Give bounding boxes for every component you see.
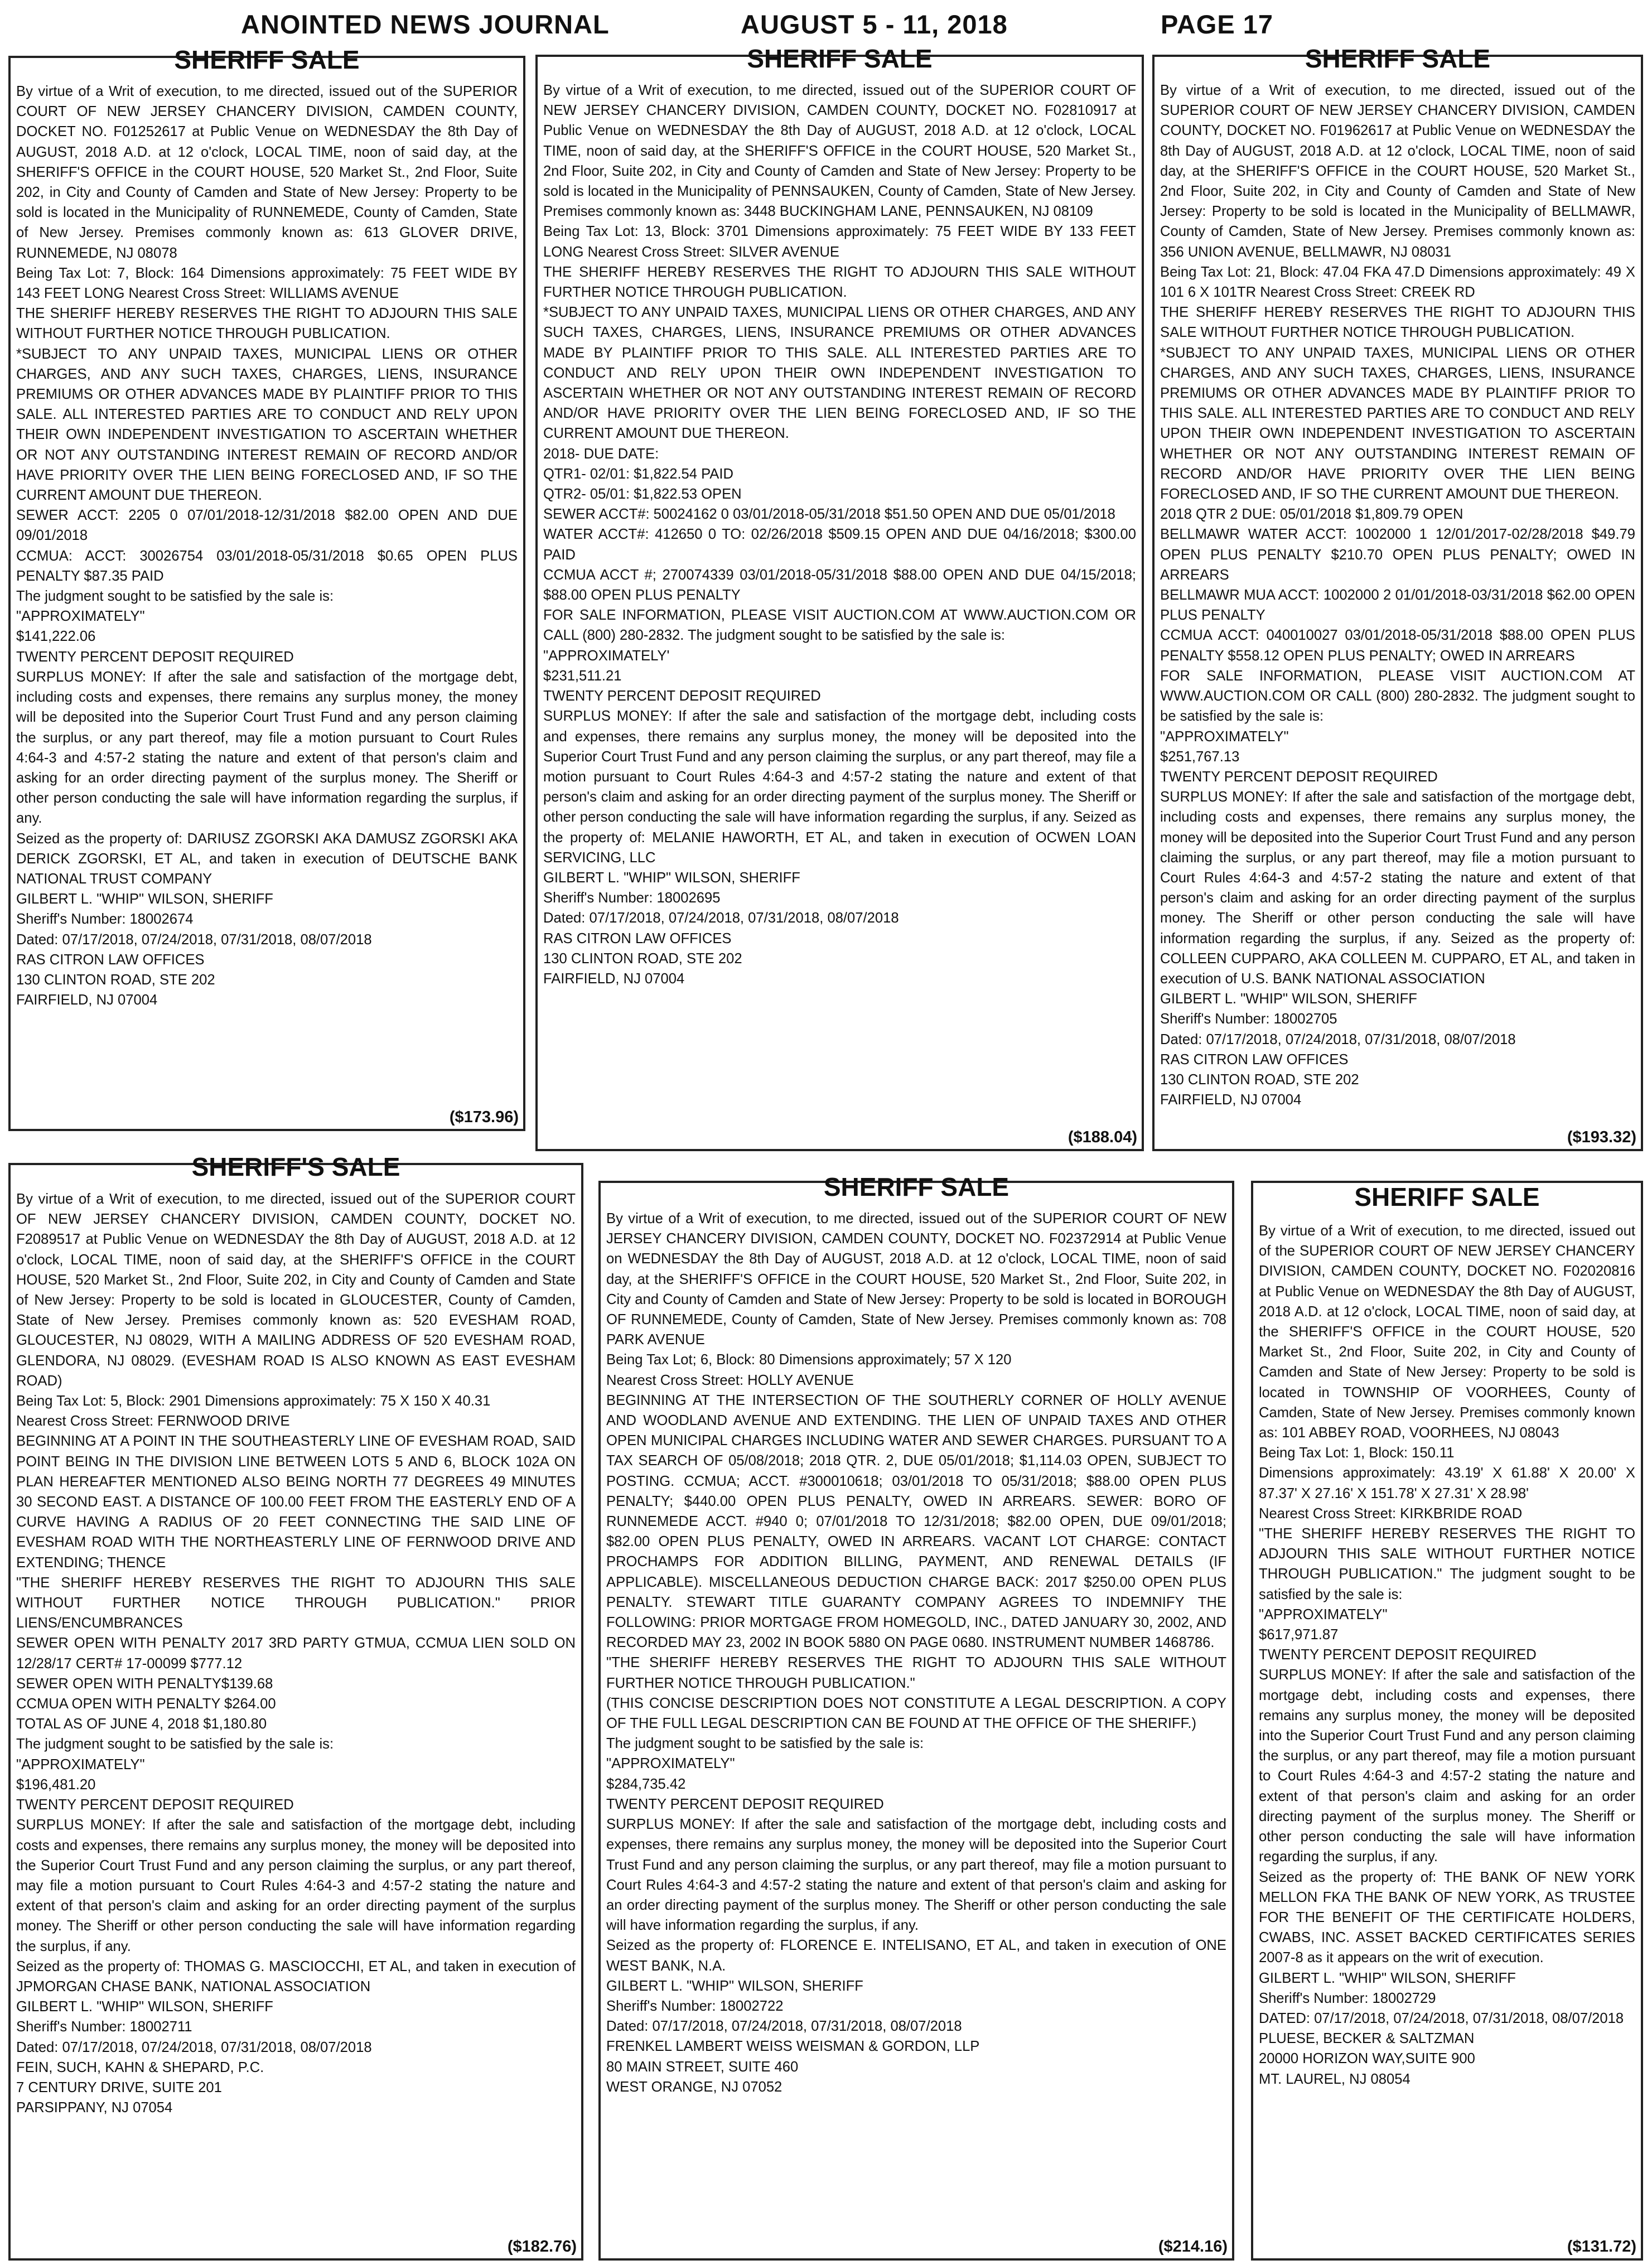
newspaper-name: ANOINTED NEWS JOURNAL: [241, 9, 610, 39]
issue-date: AUGUST 5 - 11, 2018: [741, 9, 1008, 39]
notice-price: ($173.96): [449, 1108, 519, 1126]
sheriff-sale-notice-voorhees: [1251, 1181, 1643, 2261]
notice-body: By virtue of a Writ of execution, to me directed, issued out of the SUPERIOR COURT OF NEW JERSEY CHANCERY DIVISION, CAMDEN COUNTY, DOCKET NO. F02810917 at Public Venue on WEDNESDAY the 8th Day of AUGUST, 2018 A.D. at 12 o'clock, LOCAL TIME, noon of said day, at the SHERIFF'S OFFICE in the COURT HOUSE, 520 Market St., 2nd Floor, Suite 202, in City and County of Camden and State of New Jersey: Property to be sold is located in the Municipality of PENNSAUKEN, County of Camden, State of New Jersey. Premises commonly known as: 3448 BUCKINGHAM LANE, PENNSAUKEN, NJ 08109 Being Tax Lot: 13, Block: 3701 Dimensions approximately: 75 FEET WIDE BY 133 FEET LONG Nearest Cross Street: SILVER AVENUE THE SHERIFF HEREBY RESERVES THE RIGHT TO ADJOURN THIS SALE WITHOUT FURTHER NOTICE THROUGH PUBLICATION. *SUBJECT TO ANY UNPAID TAXES, MUNICIPAL LIENS OR OTHER CHARGES, AND ANY SUCH TAXES, CHARGES, LIENS, INSURANCE PREMIUMS OR OTHER ADVANCES MADE BY PLAINTIFF PRIOR TO THIS SALE. ALL INTERESTED PARTIES ARE TO CONDUCT AND RELY UPON THEIR OWN INDEPENDENT INVESTIGATION TO ASCERTAIN WHETHER OR NOT ANY OUTSTANDING INTEREST REMAIN OF RECORD AND/OR HAVE PRIORITY OVER THE LIEN BEING FORECLOSED AND, IF SO THE CURRENT AMOUNT DUE THEREON. 2018- DUE DATE: QTR1- 02/01: $1,822.54 PAID QTR2- 05/01: $1,822.53 OPEN SEWER ACCT#: 50024162 0 03/01/2018-05/31/2018 $51.50 OPEN AND DUE 05/01/2018 WATER ACCT#: 412650 0 TO: 02/26/2018 $509.15 OPEN AND DUE 04/16/2018; $300.00 PAID CCMUA ACCT #; 270074339 03/01/2018-05/31/2018 $88.00 OPEN AND DUE 04/15/2018; $88.00 OPEN PLUS PENALTY FOR SALE INFORMATION, PLEASE VISIT AUCTION.COM AT WWW.AUCTION.COM OR CALL (800) 280-2832. The judgment sought to be satisfied by the sale is: "APPROXIMATELY' $231,511.21 TWENTY PERCENT DEPOSIT REQUIRED SURPLUS MONEY: If after the sale and satisfaction of the mortgage debt, including costs and expenses, there remains any surplus money, the money will be deposited into the Superior Court Trust Fund and any person claiming the surplus, or any part thereof, may file a motion pursuant to Court Rules 4:64-3 and 4:57-2 stating the nature and extent of that person's claim and asking for an order directing payment of the surplus money. The Sheriff or other person conducting the sale will have information regarding the surplus, if any. Seized as the property of: MELANIE HAWORTH, ET AL, and taken in execution of OCWEN LOAN SERVICING, LLC GILBERT L. "WHIP" WILSON, SHERIFF Sheriff's Number: 18002695 Dated: 07/17/2018, 07/24/2018, 07/31/2018, 08/07/2018 RAS CITRON LAW OFFICES 130 CLINTON ROAD, STE 202 FAIRFIELD, NJ 07004: [543, 83, 1136, 987]
notice-header: SHERIFF SALE: [1305, 44, 1491, 73]
notice-body: By virtue of a Writ of execution, to me directed, issued out of the SUPERIOR COURT OF NEW JERSEY CHANCERY DIVISION, CAMDEN COUNTY, DOCKET NO. F01252617 at Public Venue on WEDNESDAY the 8th Day of AUGUST, 2018 A.D. at 12 o'clock, LOCAL TIME, noon of said day, at the SHERIFF'S OFFICE in the COURT HOUSE, 520 Market St., 2nd Floor, Suite 202, in City and County of Camden and State of New Jersey: Property to be sold is located in the Municipality of RUNNEMEDE, County of Camden, State of New Jersey. Premises commonly known as: 613 GLOVER DRIVE, RUNNEMEDE, NJ 08078 Being Tax Lot: 7, Block: 164 Dimensions approximately: 75 FEET WIDE BY 143 FEET LONG Nearest Cross Street: WILLIAMS AVENUE THE SHERIFF HEREBY RESERVES THE RIGHT TO ADJOURN THIS SALE WITHOUT FURTHER NOTICE THROUGH PUBLICATION. *SUBJECT TO ANY UNPAID TAXES, MUNICIPAL LIENS OR OTHER CHARGES, AND ANY SUCH TAXES, CHARGES, LIENS, INSURANCE PREMIUMS OR OTHER ADVANCES MADE BY PLAINTIFF PRIOR TO THIS SALE. ALL INTERESTED PARTIES ARE TO CONDUCT AND RELY UPON THEIR OWN INDEPENDENT INVESTIGATION TO ASCERTAIN WHETHER OR NOT ANY OUTSTANDING INTEREST REMAIN OF RECORD AND/OR HAVE PRIORITY OVER THE LIEN BEING FORECLOSED AND, IF SO THE CURRENT AMOUNT DUE THEREON. SEWER ACCT: 2205 0 07/01/2018-12/31/2018 $82.00 OPEN AND DUE 09/01/2018 CCMUA: ACCT: 30026754 03/01/2018-05/31/2018 $0.65 OPEN PLUS PENALTY $87.35 PAID The judgment sought to be satisfied by the sale is: "APPROXIMATELY" $141,222.06 TWENTY PERCENT DEPOSIT REQUIRED SURPLUS MONEY: If after the sale and satisfaction of the mortgage debt, including costs and expenses, there remains any surplus money, the money will be deposited into the Superior Court Trust Fund and any person claiming the surplus, or any part thereof, may file a motion pursuant to Court Rules 4:64-3 and 4:57-2 stating the nature and extent of that person's claim and asking for an order directing payment of the surplus money. The Sheriff or other person conducting the sale will have information regarding the surplus, if any. Seized as the property of: DARIUSZ ZGORSKI AKA DAMUSZ ZGORSKI AKA DERICK ZGORSKI, ET AL, and taken in execution of DEUTSCHE BANK NATIONAL TRUST COMPANY GILBERT L. "WHIP" WILSON, SHERIFF Sheriff's Number: 18002674 Dated: 07/17/2018, 07/24/2018, 07/31/2018, 08/07/2018 RAS CITRON LAW OFFICES 130 CLINTON ROAD, STE 202 FAIRFIELD, NJ 07004: [16, 84, 518, 1008]
page-number: PAGE 17: [1161, 9, 1274, 39]
notice-body: By virtue of a Writ of execution, to me directed, issued out of the SUPERIOR COURT OF NEW JERSEY CHANCERY DIVISION, CAMDEN COUNTY, DOCKET NO. F01962617 at Public Venue on WEDNESDAY the 8th Day of AUGUST, 2018 A.D. at 12 o'clock, LOCAL TIME, noon of said day, at the SHERIFF'S OFFICE in the COURT HOUSE, 520 Market St., 2nd Floor, Suite 202, in City and County of Camden and State of New Jersey: Property to be sold is located in the Municipality of BELLMAWR, County of Camden, State of New Jersey. Premises commonly known as: 356 UNION AVENUE, BELLMAWR, NJ 08031 Being Tax Lot: 21, Block: 47.04 FKA 47.D Dimensions approximately: 49 X 101 6 X 101TR Nearest Cross Street: CREEK RD THE SHERIFF HEREBY RESERVES THE RIGHT TO ADJOURN THIS SALE WITHOUT FURTHER NOTICE THROUGH PUBLICATION. *SUBJECT TO ANY UNPAID TAXES, MUNICIPAL LIENS OR OTHER CHARGES, AND ANY SUCH TAXES, CHARGES, LIENS, INSURANCE PREMIUMS OR OTHER ADVANCES MADE BY PLAINTIFF PRIOR TO THIS SALE. ALL INTERESTED PARTIES ARE TO CONDUCT AND RELY UPON THEIR OWN INDEPENDENT INVESTIGATION TO ASCERTAIN WHETHER OR NOT ANY OUTSTANDING INTEREST REMAIN OF RECORD AND/OR HAVE PRIORITY OVER THE LIEN BEING FORECLOSED AND, IF SO THE CURRENT AMOUNT DUE THEREON. 2018 QTR 2 DUE: 05/01/2018 $1,809.79 OPEN BELLMAWR WATER ACCT: 1002000 1 12/01/2017-02/28/2018 $49.79 OPEN PLUS PENALTY $210.70 OPEN PLUS PENALTY; OWED IN ARREARS BELLMAWR MUA ACCT: 1002000 2 01/01/2018-03/31/2018 $62.00 OPEN PLUS PENALTY CCMUA ACCT: 040010027 03/01/2018-05/31/2018 $88.00 OPEN PLUS PENALTY $558.12 OPEN PLUS PENALTY; OWED IN ARREARS FOR SALE INFORMATION, PLEASE VISIT AUCTION.COM AT WWW.AUCTION.COM OR CALL (800) 280-2832. The judgment sought to be satisfied by the sale is: "APPROXIMATELY" $251,767.13 TWENTY PERCENT DEPOSIT REQUIRED SURPLUS MONEY: If after the sale and satisfaction of the mortgage debt, including costs and expenses, there remains any surplus money, the money will be deposited into the Superior Court Trust Fund and any person claiming the surplus, or any part thereof, may file a motion pursuant to Court Rules 4:64-3 and 4:57-2 stating the nature and extent of that person's claim and asking for an order directing payment of the surplus money. The Sheriff or other person conducting the sale will have information regarding the surplus, if any. Seized as the property of: COLLEEN CUPPARO, AKA COLLEEN M. CUPPARO, ET AL, and taken in execution of U.S. BANK NATIONAL ASSOCIATION GILBERT L. "WHIP" WILSON, SHERIFF Sheriff's Number: 18002705 Dated: 07/17/2018, 07/24/2018, 07/31/2018, 08/07/2018 RAS CITRON LAW OFFICES 130 CLINTON ROAD, STE 202 FAIRFIELD, NJ 07004: [1160, 83, 1635, 1108]
notice-body: By virtue of a Writ of execution, to me directed, issued out of the SUPERIOR COURT OF NEW JERSEY CHANCERY DIVISION, CAMDEN COUNTY, DOCKET NO. F02020816 at Public Venue on WEDNESDAY the 8th Day of AUGUST, 2018 A.D. at 12 o'clock, LOCAL TIME, noon of said day, at the SHERIFF'S OFFICE in the COURT HOUSE, 520 Market St., 2nd Floor, Suite 202, in City and County of Camden and State of New Jersey: Property to be sold is located in TOWNSHIP OF VOORHEES, County of Camden, State of New Jersey. Premises commonly known as: 101 ABBEY ROAD, VOORHEES, NJ 08043 Being Tax Lot: 1, Block: 150.11 Dimensions approximately: 43.19' X 61.88' X 20.00' X 87.37' X 27.16' X 151.78' X 27.31' X 28.98' Nearest Cross Street: KIRKBRIDE ROAD "THE SHERIFF HEREBY RESERVES THE RIGHT TO ADJOURN THIS SALE WITHOUT FURTHER NOTICE THROUGH PUBLICATION." The judgment sought to be satisfied by the sale is: "APPROXIMATELY" $617,971.87 TWENTY PERCENT DEPOSIT REQUIRED SURPLUS MONEY: If after the sale and satisfaction of the mortgage debt, including costs and expenses, there remains any surplus money, the money will be deposited into the Superior Court Trust Fund and any person claiming the surplus, or any part thereof, may file a motion pursuant to Court Rules 4:64-3 and 4:57-2 stating the nature and extent of that person's claim and asking for an order directing payment of the surplus money. The Sheriff or other person conducting the sale will have information regarding the surplus, if any. Seized as the property of: THE BANK OF NEW YORK MELLON FKA THE BANK OF NEW YORK, AS TRUSTEE FOR THE BENEFIT OF THE CERTIFICATE HOLDERS, CWABS, INC. ASSET BACKED CERTIFICATES SERIES 2007-8 as it appears on the writ of execution. GILBERT L. "WHIP" WILSON, SHERIFF Sheriff's Number: 18002729 DATED: 07/17/2018, 07/24/2018, 07/31/2018, 08/07/2018 PLUESE, BECKER & SALTZMAN 20000 HORIZON WAY,SUITE 900 MT. LAUREL, NJ 08054: [1259, 1223, 1635, 2087]
notice-header: SHERIFF SALE: [823, 1172, 1009, 1201]
notice-header: SHERIFF SALE: [747, 44, 933, 73]
notice-price: ($182.76): [507, 2238, 577, 2256]
sheriff-sale-notice-gloucester: [8, 1152, 583, 2261]
notice-price: ($214.16): [1158, 2238, 1228, 2256]
sheriff-sale-notice-pennsauken: [535, 44, 1144, 1151]
masthead: [0, 9, 1652, 46]
notice-header: SHERIFF SALE: [174, 45, 360, 74]
notice-body: By virtue of a Writ of execution, to me directed, issued out of the SUPERIOR COURT OF NEW JERSEY CHANCERY DIVISION, CAMDEN COUNTY, DOCKET NO. F2089517 at Public Venue on WEDNESDAY the 8th Day of AUGUST, 2018 A.D. at 12 o'clock, LOCAL TIME, noon of said day, at the SHERIFF'S OFFICE in the COURT HOUSE, 520 Market St., 2nd Floor, Suite 202, in City and County of Camden and State of New Jersey: Property to be sold is located in GLOUCESTER, County of Camden, State of New Jersey. Premises commonly known as: 520 EVESHAM ROAD, GLOUCESTER, NJ 08029, WITH A MAILING ADDRESS OF 520 EVESHAM ROAD, GLENDORA, NJ 08029. (EVESHAM ROAD IS ALSO KNOWN AS EAST EVESHAM ROAD) Being Tax Lot: 5, Block: 2901 Dimensions approximately: 75 X 150 X 40.31 Nearest Cross Street: FERNWOOD DRIVE BEGINNING AT A POINT IN THE SOUTHEASTERLY LINE OF EVESHAM ROAD, SAID POINT BEING IN THE DIVISION LINE BETWEEN LOTS 5 AND 6, BLOCK 102A ON PLAN HEREAFTER MENTIONED ALSO BEING NORTH 77 DEGREES 49 MINUTES 30 SECOND EAST. A DISTANCE OF 100.00 FEET FROM THE EASTERLY END OF A CURVE HAVING A RADIUS OF 20 FEET CONNECTING THE SAID LINE OF EVESHAM ROAD WITH THE NORTHEASTERLY LINE OF FERNWOOD DRIVE AND EXTENDING; THENCE "THE SHERIFF HEREBY RESERVES THE RIGHT TO ADJOURN THIS SALE WITHOUT FURTHER NOTICE THROUGH PUBLICATION." PRIOR LIENS/ENCUMBRANCES SEWER OPEN WITH PENALTY 2017 3RD PARTY GTMUA, CCMUA LIEN SOLD ON 12/28/17 CERT# 17-00099 $777.12 SEWER OPEN WITH PENALTY$139.68 CCMUA OPEN WITH PENALTY $264.00 TOTAL AS OF JUNE 4, 2018 $1,180.80 The judgment sought to be satisfied by the sale is: "APPROXIMATELY" $196,481.20 TWENTY PERCENT DEPOSIT REQUIRED SURPLUS MONEY: If after the sale and satisfaction of the mortgage debt, including costs and expenses, there remains any surplus money, the money will be deposited into the Superior Court Trust Fund and any person claiming the surplus, or any part thereof, may file a motion pursuant to Court Rules 4:64-3 and 4:57-2 stating the nature and extent of that person's claim and asking for an order directing payment of the surplus money. The Sheriff or other person conducting the sale will have information regarding the surplus, if any. Seized as the property of: THOMAS G. MASCIOCCHI, ET AL, and taken in execution of JPMORGAN CHASE BANK, NATIONAL ASSOCIATION GILBERT L. "WHIP" WILSON, SHERIFF Sheriff's Number: 18002711 Dated: 07/17/2018, 07/24/2018, 07/31/2018, 08/07/2018 FEIN, SUCH, KAHN & SHEPARD, P.C. 7 CENTURY DRIVE, SUITE 201 PARSIPPANY, NJ 07054: [16, 1191, 576, 2116]
notice-header: SHERIFF SALE: [1354, 1182, 1540, 1211]
notice-price: ($131.72): [1567, 2238, 1636, 2256]
notice-price: ($193.32): [1567, 1128, 1636, 1146]
notice-body: By virtue of a Writ of execution, to me directed, issued out of the SUPERIOR COURT OF NEW JERSEY CHANCERY DIVISION, CAMDEN COUNTY, DOCKET NO. F02372914 at Public Venue on WEDNESDAY the 8th Day of AUGUST, 2018 A.D. at 12 o'clock, LOCAL TIME, noon of said day, at the SHERIFF'S OFFICE in the COURT HOUSE, 520 Market St., 2nd Floor, Suite 202, in City and County of Camden and State of New Jersey: Property to be sold is located in BOROUGH OF RUNNEMEDE, County of Camden, State of New Jersey. Premises commonly known as: 708 PARK AVENUE Being Tax Lot; 6, Block: 80 Dimensions approximately; 57 X 120 Nearest Cross Street: HOLLY AVENUE BEGINNING AT THE INTERSECTION OF THE SOUTHERLY CORNER OF HOLLY AVENUE AND WOODLAND AVENUE AND EXTENDING. THE LIEN OF UNPAID TAXES AND OTHER OPEN MUNICIPAL CHARGES INCLUDING WATER AND SEWER CHARGES. PURSUANT TO A TAX SEARCH OF 05/08/2018; 2018 QTR. 2, DUE 05/01/2018; $1,114.03 OPEN, SUBJECT TO POSTING. CCMUA; ACCT. #300010618; 03/01/2018 TO 05/31/2018; $88.00 OPEN PLUS PENALTY; $440.00 OPEN PLUS PENALTY, OWED IN ARREARS. SEWER: BORO OF RUNNEMEDE ACCT. #940 0; 07/01/2018 TO 12/31/2018; $82.00 OPEN, DUE 09/01/2018; $82.00 OPEN PLUS PENALTY, OWED IN ARREARS. VACANT LOT CHARGE: CONTACT PROCHAMPS FOR ADDITION BILLING, PAYMENT, AND RENEWAL DETAILS (IF APPLICABLE). MISCELLANEOUS DEDUCTION CHARGE BACK: 2017 $250.00 OPEN PLUS PENALTY. STEWART TITLE GUARANTY COMPANY AGREES TO INDEMNIFY THE FOLLOWING: PRIOR MORTGAGE FROM HOMEGOLD, INC., DATED JANUARY 30, 2002, AND RECORDED MAY 23, 2002 IN BOOK 5880 ON PAGE 0680. INSTRUMENT NUMBER 1468786. "THE SHERIFF HEREBY RESERVES THE RIGHT TO ADJOURN THIS SALE WITHOUT FURTHER NOTICE THROUGH PUBLICATION." (THIS CONCISE DESCRIPTION DOES NOT CONSTITUTE A LEGAL DESCRIPTION. A COPY OF THE FULL LEGAL DESCRIPTION CAN BE FOUND AT THE OFFICE OF THE SHERIFF.) The judgment sought to be satisfied by the sale is: "APPROXIMATELY" $284,735.42 TWENTY PERCENT DEPOSIT REQUIRED SURPLUS MONEY: If after the sale and satisfaction of the mortgage debt, including costs and expenses, there remains any surplus money, the money will be deposited into the Superior Court Trust Fund and any person claiming the surplus, or any part thereof, may file a motion pursuant to Court Rules 4:64-3 and 4:57-2 stating the nature and extent of that person's claim and asking for an order directing payment of the surplus money. The Sheriff or other person conducting the sale will have information regarding the surplus, if any. Seized as the property of: FLORENCE E. INTELISANO, ET AL, and taken in execution of ONE WEST BANK, N.A. GILBERT L. "WHIP" WILSON, SHERIFF Sheriff's Number: 18002722 Dated: 07/17/2018, 07/24/2018, 07/31/2018, 08/07/2018 FRENKEL LAMBERT WEISS WEISMAN & GORDON, LLP 80 MAIN STREET, SUITE 460 WEST ORANGE, NJ 07052: [606, 1211, 1226, 2095]
sheriff-sale-notice-runnemede: [8, 45, 525, 1131]
sheriff-sale-notice-bellmawr: [1152, 44, 1643, 1151]
sheriff-sale-notice-runnemede-park-avenue: [598, 1172, 1234, 2261]
notice-price: ($188.04): [1067, 1128, 1137, 1146]
notice-header: SHERIFF'S SALE: [191, 1152, 400, 1181]
